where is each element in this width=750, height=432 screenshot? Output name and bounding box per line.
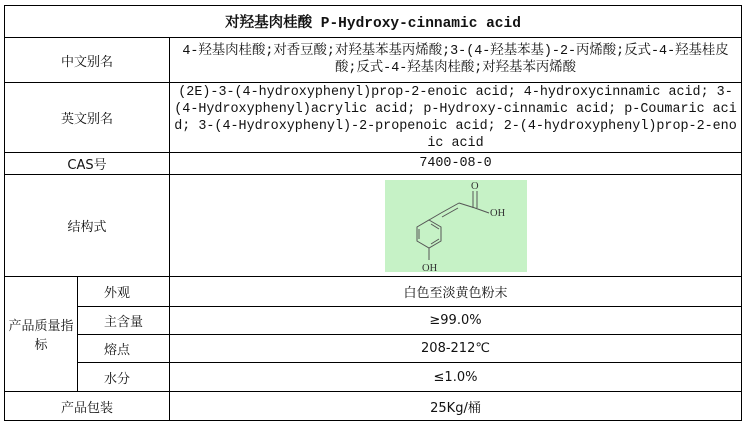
cas-row — [5, 153, 742, 175]
quality-row-appearance — [5, 277, 742, 307]
quality-row-purity — [5, 307, 742, 335]
cas-value: 7400-08-0 — [170, 153, 742, 175]
appearance-value: 白色至淡黄色粉末 — [170, 277, 742, 307]
page-title: 对羟基肉桂酸 P-Hydroxy-cinnamic acid — [5, 6, 742, 38]
structure-cell — [170, 175, 742, 277]
moisture-value: ≤1.0% — [170, 363, 742, 392]
atom-ring-oh: OH — [421, 262, 437, 272]
cn-alias-row — [5, 38, 742, 83]
atom-o: O — [470, 180, 479, 192]
quality-row-melting-point — [5, 335, 742, 363]
package-row — [5, 392, 742, 421]
benzene-ring — [417, 220, 441, 248]
product-spec-table — [4, 5, 742, 421]
melting-point-label: 熔点 — [78, 335, 170, 363]
structure-label: 结构式 — [5, 175, 170, 277]
moisture-label: 水分 — [78, 363, 170, 392]
vinyl-double-bond — [441, 203, 459, 213]
en-alias-label: 英文别名 — [5, 83, 170, 153]
purity-value: ≥99.0% — [170, 307, 742, 335]
package-value: 25Kg/桶 — [170, 392, 742, 421]
structure-row — [5, 175, 742, 277]
quality-row-moisture — [5, 363, 742, 392]
package-label: 产品包装 — [5, 392, 170, 421]
atom-oh: OH — [489, 207, 505, 219]
quality-group-label: 产品质量指标 — [5, 277, 78, 392]
structural-formula-svg — [385, 180, 527, 272]
cas-label: CAS号 — [5, 153, 170, 175]
title-row — [5, 6, 742, 38]
cn-alias-label: 中文别名 — [5, 38, 170, 83]
melting-point-value: 208-212℃ — [170, 335, 742, 363]
appearance-label: 外观 — [78, 277, 170, 307]
en-alias-row — [5, 83, 742, 153]
purity-label: 主含量 — [78, 307, 170, 335]
structure-image — [385, 180, 527, 272]
en-alias-value: (2E)-3-(4-hydroxyphenyl)prop-2-enoic acid; 4-hydroxycinnamic acid; 3-(4-Hydroxyphenyl)acrylic acid; p-Hydroxy-cinnamic acid; p-Coumaric acid; 3-(4-Hydroxyphenyl)-2-propenoic acid; 2-(4-hydroxyphenyl)prop-2-enoic acid — [170, 83, 742, 153]
cn-alias-value: 4-羟基肉桂酸;对香豆酸;对羟基苯基丙烯酸;3-(4-羟基苯基)-2-丙烯酸;反式-4-羟基桂皮酸;反式-4-羟基肉桂酸;对羟基苯丙烯酸 — [170, 38, 742, 83]
